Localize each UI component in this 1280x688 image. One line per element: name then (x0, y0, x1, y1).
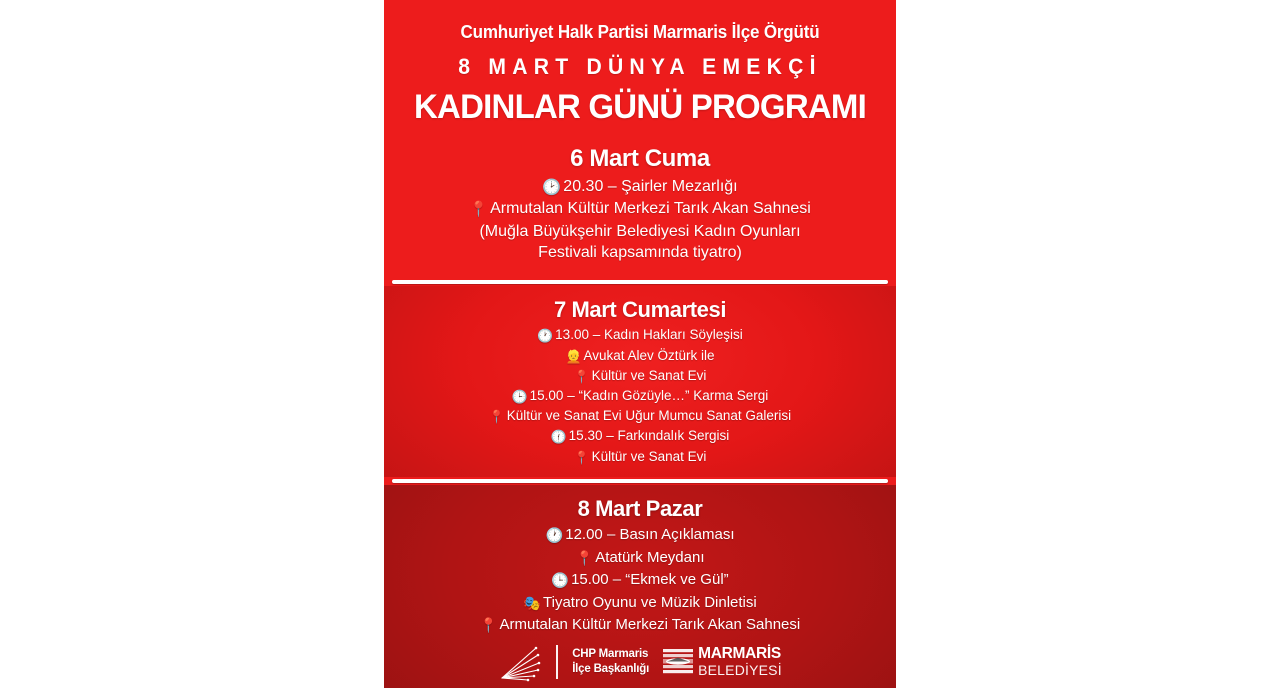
woman-icon: 👱 (565, 348, 582, 364)
clock-icon: 🕐 (537, 328, 554, 344)
clock-icon: 🕒 (511, 388, 528, 404)
section-divider-2 (384, 477, 896, 485)
footer-divider (556, 645, 558, 679)
event-text: Armutalan Kültür Merkezi Tarık Akan Sahnesi (490, 200, 811, 218)
event-line (384, 406, 896, 426)
day-title-2: 7 Mart Cumartesi (553, 297, 727, 323)
event-line (384, 366, 896, 386)
clock-icon: 🕒 (551, 573, 570, 590)
event-line (384, 447, 896, 467)
belediye-waves-icon (663, 648, 693, 675)
event-line (384, 176, 896, 199)
organization-line: Cumhuriyet Halk Partisi Marmaris İlçe Örgütü (460, 21, 820, 42)
belediye-line-2: BELEDİYESİ (698, 661, 782, 678)
event-text: 20.30 – Şairler Mezarlığı (563, 177, 738, 195)
event-text: Tiyatro Oyunu ve Müzik Dinletisi (543, 593, 757, 611)
divider-bar (392, 280, 888, 284)
section-divider-1 (384, 278, 896, 286)
clock-icon: 🕧 (550, 429, 567, 445)
event-line (384, 221, 896, 243)
spaced-subtitle: 8 MART DÜNYA EMEKÇİ (458, 54, 822, 80)
event-line (384, 346, 896, 366)
event-text: 13.00 – Kadın Hakları Söyleşisi (555, 327, 743, 343)
pin-icon: 📍 (573, 449, 590, 465)
event-text: Festivali kapsamında tiyatro) (538, 244, 742, 262)
event-line (384, 614, 896, 637)
belediye-line-1: MARMARİS (698, 645, 781, 663)
event-text: Atatürk Meydanı (595, 548, 705, 566)
clock-icon: 🕑 (542, 178, 562, 196)
pin-icon: 📍 (575, 550, 594, 567)
clock-icon: 🕐 (545, 528, 564, 545)
marmaris-belediyesi-logo (663, 646, 782, 677)
event-text: 15.00 – “Ekmek ve Gül” (571, 571, 729, 589)
divider-bar (392, 479, 888, 483)
event-text: Kültür ve Sanat Evi (591, 367, 707, 383)
chp-branch-label (572, 647, 649, 676)
event-text: Kültür ve Sanat Evi Uğur Mumcu Sanat Galerisi (506, 408, 792, 424)
pin-icon: 📍 (479, 618, 498, 635)
event-line (384, 569, 896, 592)
day-title-3: 8 Mart Pazar (577, 495, 703, 521)
theater-masks-icon: 🎭 (523, 595, 542, 612)
day-section-2 (384, 286, 896, 477)
event-line (384, 325, 896, 345)
event-poster (384, 0, 896, 678)
event-text: Armutalan Kültür Merkezi Tarık Akan Sahnesi (499, 616, 801, 634)
page-title: KADINLAR GÜNÜ PROGRAMI (414, 87, 866, 126)
event-line (384, 426, 896, 446)
poster-header (384, 0, 896, 125)
belediye-wordmark (698, 646, 782, 677)
chp-line-1: CHP Marmaris (572, 647, 649, 660)
event-text: Kültür ve Sanat Evi (591, 448, 707, 464)
event-text: (Muğla Büyükşehir Belediyesi Kadın Oyunları (479, 222, 801, 240)
event-text: 15.30 – Farkındalık Sergisi (568, 428, 730, 444)
event-line (384, 592, 896, 615)
day-section-3 (384, 485, 896, 688)
event-line (384, 547, 896, 570)
day-section-1 (384, 125, 896, 278)
pin-icon: 📍 (573, 368, 590, 384)
chp-six-arrows-logo (498, 644, 542, 680)
event-line (384, 524, 896, 547)
chp-line-2: İlçe Başkanlığı (572, 662, 650, 675)
poster-footer (384, 644, 896, 684)
event-text: 12.00 – Basın Açıklaması (565, 526, 735, 544)
event-line (384, 198, 896, 221)
event-text: Avukat Alev Öztürk ile (583, 347, 715, 363)
day-title-1: 6 Mart Cuma (570, 145, 710, 173)
event-line (384, 242, 896, 264)
event-text: 15.00 – “Kadın Gözüyle…” Karma Sergi (529, 387, 769, 403)
event-line (384, 386, 896, 406)
pin-icon: 📍 (469, 201, 489, 219)
pin-icon: 📍 (488, 409, 505, 425)
